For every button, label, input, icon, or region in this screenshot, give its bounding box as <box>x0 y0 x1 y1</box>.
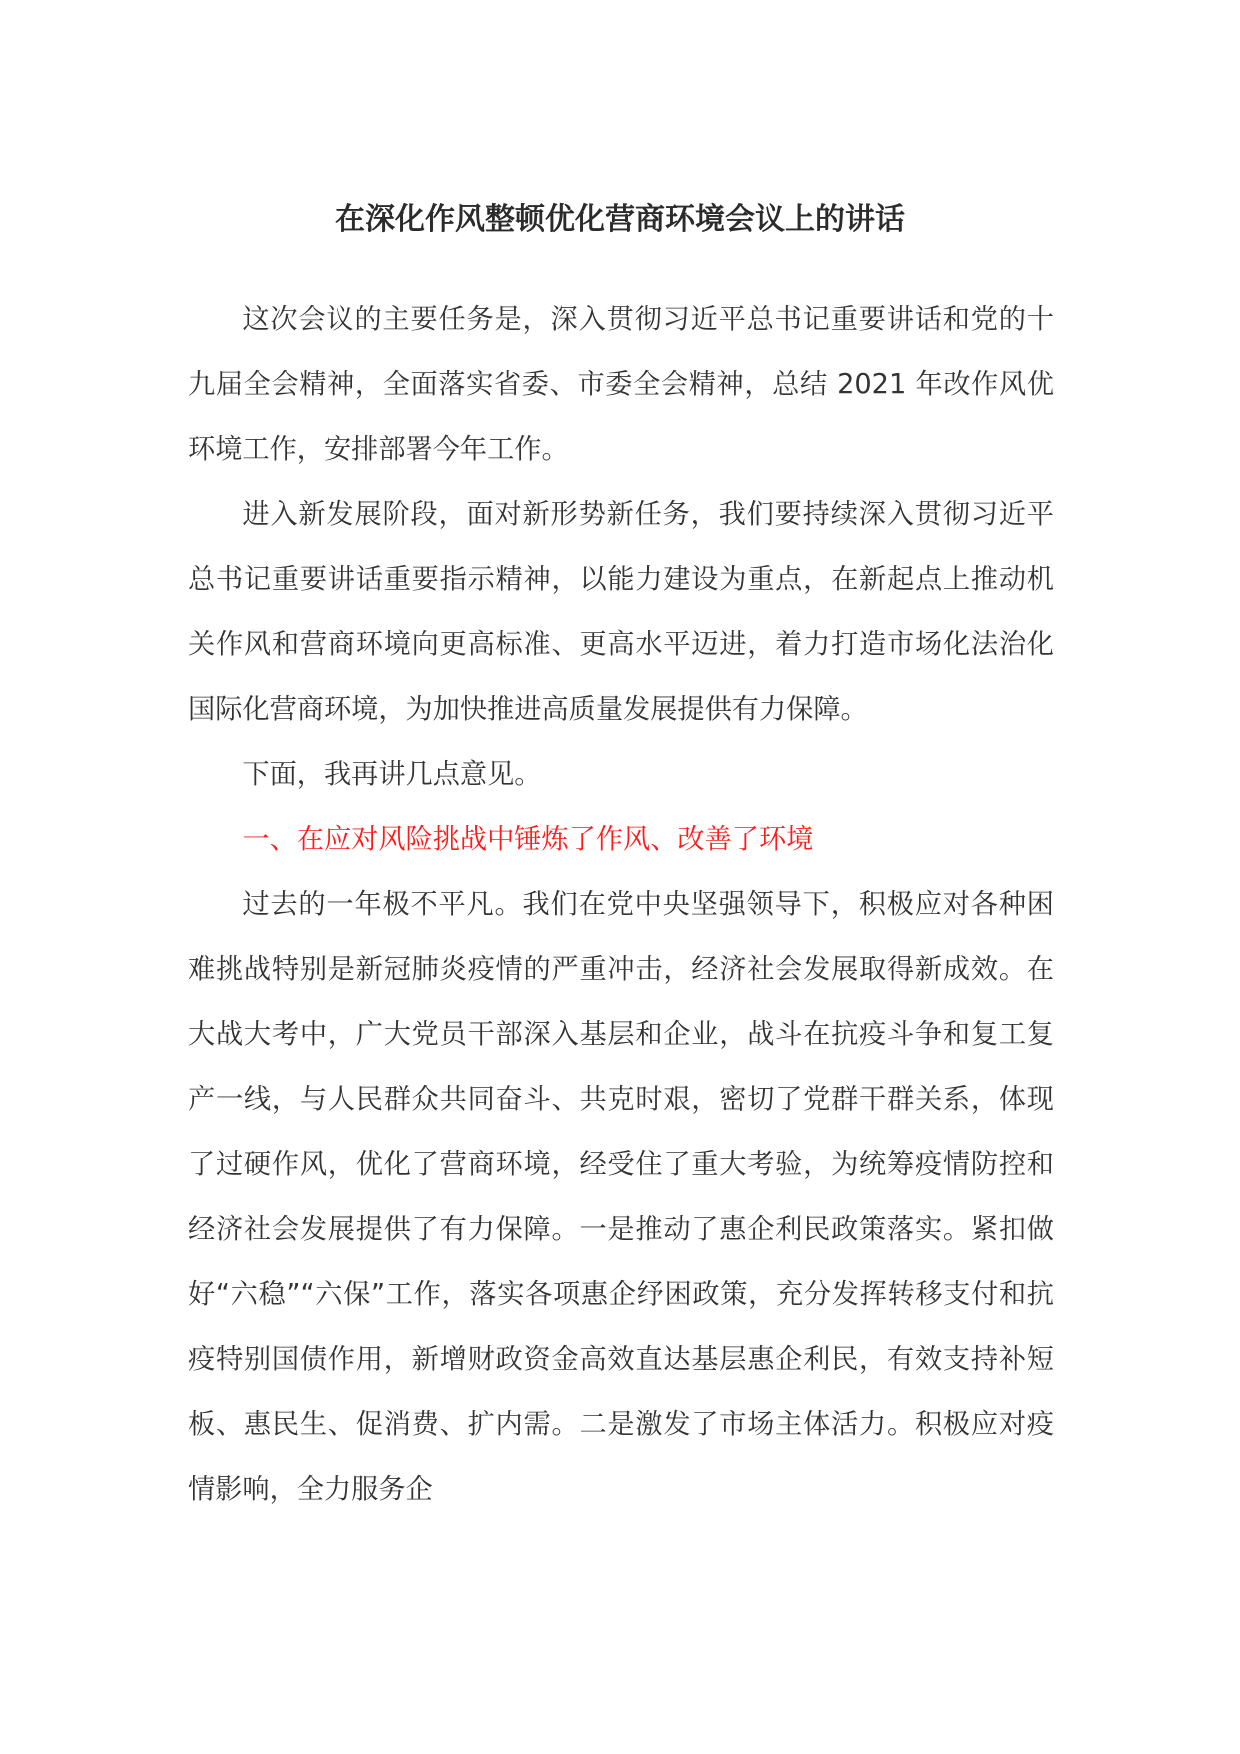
paragraph-intro: 这次会议的主要任务是，深入贯彻习近平总书记重要讲话和党的十九届全会精神，全面落实省委、市委全会精神，总结 2021 年改作风优环境工作，安排部署今年工作。 <box>188 304 1054 465</box>
paragraph-transition: 下面，我再讲几点意见。 <box>242 759 542 790</box>
document-title: 在深化作风整顿优化营商环境会议上的讲话 <box>335 202 905 237</box>
document-body <box>188 287 1054 1522</box>
paragraph-new-stage: 进入新发展阶段，面对新形势新任务，我们要持续深入贯彻习近平总书记重要讲话重要指示精神，以能力建设为重点，在新起点上推动机关作风和营商环境向更高标准、更高水平迈进，着力打造市场化法治化国际化营商环境，为加快推进高质量发展提供有力保障。 <box>188 499 1054 725</box>
section-heading-one: 一、在应对风险挑战中锤炼了作风、改善了环境 <box>242 824 814 855</box>
paragraph-past-year: 过去的一年极不平凡。我们在党中央坚强领导下，积极应对各种困难挑战特别是新冠肺炎疫情的严重冲击，经济社会发展取得新成效。在大战大考中，广大党员干部深入基层和企业，战斗在抗疫斗争和复工复产一线，与人民群众共同奋斗、共克时艰，密切了党群干群关系，体现了过硬作风，优化了营商环境，经受住了重大考验，为统筹疫情防控和经济社会发展提供了有力保障。一是推动了惠企利民政策落实。紧扣做好“六稳”“六保”工作，落实各项惠企纾困政策，充分发挥转移支付和抗疫特别国债作用，新增财政资金高效直达基层惠企利民，有效支持补短板、惠民生、促消费、扩内需。二是激发了市场主体活力。积极应对疫情影响，全力服务企 <box>188 889 1054 1505</box>
